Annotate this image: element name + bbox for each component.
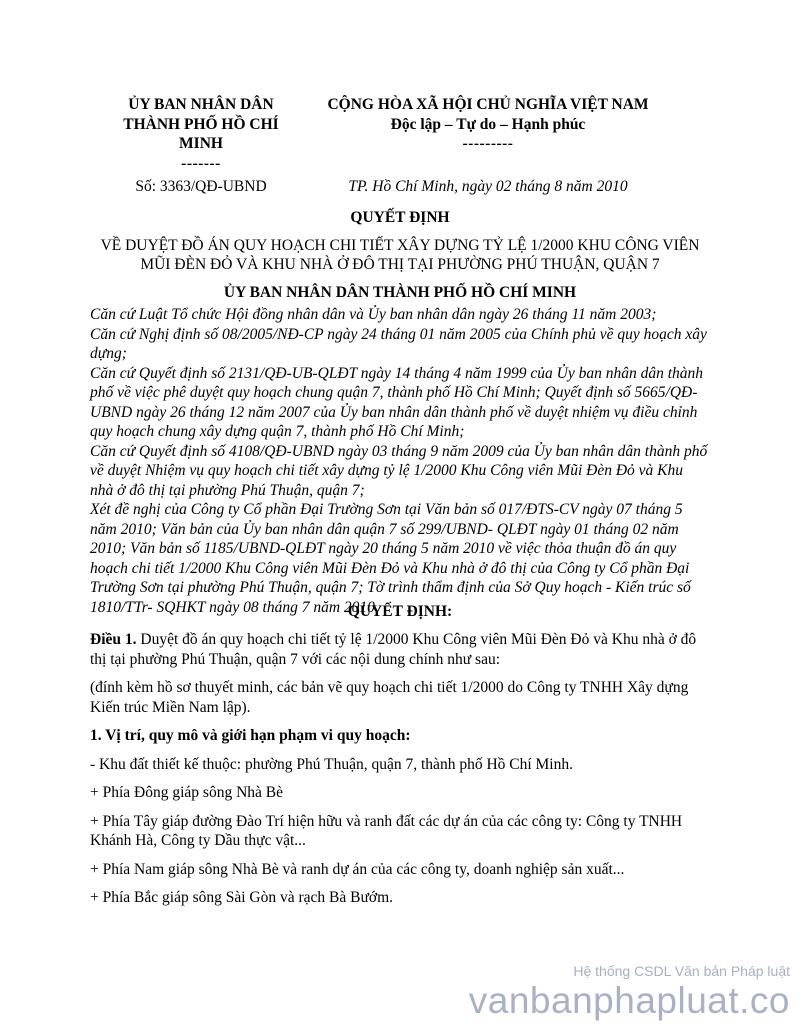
legal-basis: Căn cứ Nghị định số 08/2005/NĐ-CP ngày 24 tháng 01 năm 2005 của Chính phủ về quy hoạch xây dựng; xyxy=(90,325,707,362)
article-1-note: (đính kèm hồ sơ thuyết minh, các bản vẽ quy hoạch chi tiết 1/2000 do Công ty TNHH Xây dựng Kiến trúc Miền Nam lập). xyxy=(90,679,689,716)
watermark-caption: Hệ thống CSDL Văn bản Pháp luật xyxy=(573,963,790,979)
boundary-line: + Phía Bắc giáp sông Sài Gòn và rạch Bà Bướm. xyxy=(90,889,393,906)
document-header xyxy=(0,95,800,195)
issuing-authority: ỦY BAN NHÂN DÂN THÀNH PHỐ HỒ CHÍ MINH xyxy=(223,283,577,301)
document-number: Số: 3363/QĐ-UBND xyxy=(135,178,267,195)
watermark xyxy=(469,962,790,1022)
issuer-separator: ------- xyxy=(181,154,221,172)
legal-basis: Căn cứ Quyết định số 2131/QĐ-UB-QLĐT ngày 14 tháng 4 năm 1999 của Ủy ban nhân dân thành phố về việc phê duyệt quy hoạch chung quận 7, thành phố Hồ Chí Minh; Quyết định số 5665/QĐ-UBND ngày 26 tháng 12 năm 2007 của Ủy ban nhân dân thành phố về duyệt nhiệm vụ điều chỉnh quy hoạch chung xây dựng quận 7, thành phố Hồ Chí Minh; xyxy=(90,364,704,440)
decision-body xyxy=(90,630,710,917)
decision-subject-line-1: VỀ DUYỆT ĐỒ ÁN QUY HOẠCH CHI TIẾT XÂY DỰNG TỶ LỆ 1/2000 KHU CÔNG VIÊN xyxy=(100,236,700,254)
watermark-site: vanbanphapluat.co xyxy=(468,980,790,1021)
legal-bases xyxy=(90,305,710,617)
article-1 xyxy=(90,630,710,669)
place-date: TP. Hồ Chí Minh, ngày 02 tháng 8 năm 2010 xyxy=(348,177,628,195)
legal-basis: Căn cứ Quyết định số 4108/QĐ-UBND ngày 03 tháng 9 năm 2009 của Ủy ban nhân dân thành phố về duyệt Nhiệm vụ quy hoạch chi tiết xây dựng tỷ lệ 1/2000 Khu Công viên Mũi Đèn Đỏ và Khu nhà ở đô thị tại phường Phú Thuận, quận 7; xyxy=(90,442,708,499)
article-1-label: Điều 1. xyxy=(90,631,137,648)
decision-title: QUYẾT ĐỊNH xyxy=(350,209,450,226)
legal-basis: Căn cứ Luật Tổ chức Hội đồng nhân dân và Ủy ban nhân dân ngày 26 tháng 11 năm 2003; xyxy=(90,306,657,323)
decides-heading: QUYẾT ĐỊNH: xyxy=(347,603,453,620)
issuer-line-1: ỦY BAN NHÂN DÂN xyxy=(128,96,274,113)
national-title: CỘNG HÒA XÃ HỘI CHỦ NGHĨA VIỆT NAM xyxy=(327,96,649,113)
national-block xyxy=(318,95,658,196)
decision-subject-line-2: MŨI ĐÈN ĐỎ VÀ KHU NHÀ Ở ĐÔ THỊ TẠI PHƯỜNG PHÚ THUẬN, QUẬN 7 xyxy=(140,256,660,273)
legal-basis: Xét đề nghị của Công ty Cổ phần Đại Trường Sơn tại Văn bản số 017/ĐTS-CV ngày 07 tháng 5 năm 2010; Văn bản của Ủy ban nhân dân quận 7 số 299/UBND- QLĐT ngày 01 tháng 02 năm 2010; Văn bản số 1185/UBND-QLĐT ngày 20 tháng 5 năm 2010 về việc thỏa thuận đồ án quy hoạch chi tiết 1/2000 Khu Công viên Mũi Đèn Đỏ và Khu nhà ở đô thị của Công ty Cổ phần Đại Trường Sơn tại phường Phú Thuận, quận 7; Tờ trình thẩm định của Sở Quy hoạch - Kiến trúc số 1810/TTr- SQHKT ngày 08 tháng 7 năm 2010, xyxy=(90,501,691,616)
boundary-line: - Khu đất thiết kế thuộc: phường Phú Thuận, quận 7, thành phố Hồ Chí Minh. xyxy=(90,755,573,773)
motto-separator: --------- xyxy=(462,135,514,152)
boundary-line: + Phía Nam giáp sông Nhà Bè và ranh dự án của các công ty, doanh nghiệp sản xuất... xyxy=(90,860,625,878)
issuer-block xyxy=(112,95,290,197)
decision-titles xyxy=(90,208,710,302)
article-1-text: Duyệt đồ án quy hoạch chi tiết tỷ lệ 1/2000 Khu Công viên Mũi Đèn Đỏ và Khu nhà ở đô thị tại phường Phú Thuận, quận 7 với các nội dung chính như sau: xyxy=(90,631,697,668)
section-1-heading: 1. Vị trí, quy mô và giới hạn phạm vi quy hoạch: xyxy=(90,727,411,744)
issuer-line-2: THÀNH PHỐ HỒ CHÍ xyxy=(123,115,279,133)
boundary-line: + Phía Tây giáp đường Đào Trí hiện hữu và ranh đất các dự án của các công ty: Công ty TNHH Khánh Hà, Công ty Dầu thực vật... xyxy=(90,812,683,849)
national-motto: Độc lập – Tự do – Hạnh phúc xyxy=(390,115,586,133)
boundary-line: + Phía Đông giáp sông Nhà Bè xyxy=(90,784,284,801)
issuer-line-3: MINH xyxy=(179,135,223,152)
